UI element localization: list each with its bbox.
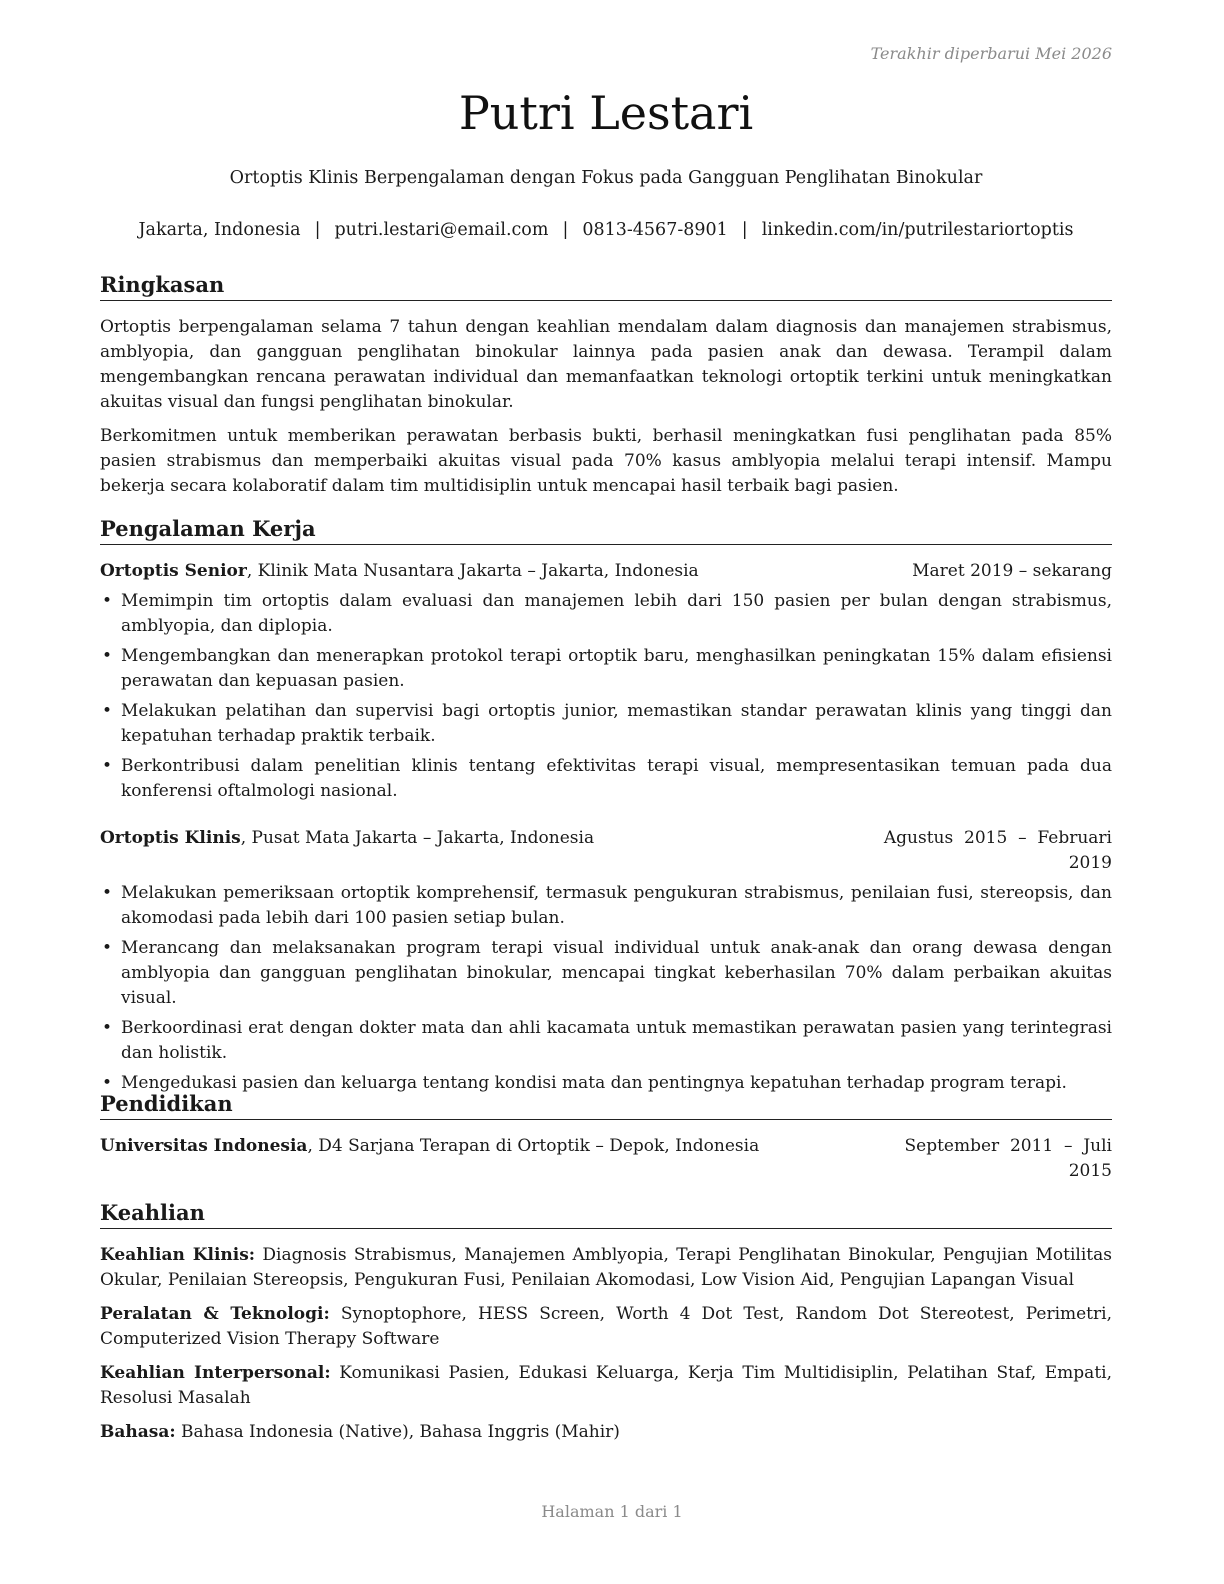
skills-section	[100, 1200, 1112, 1445]
skill-text: Komunikasi Pasien, Edukasi Keluarga, Kerja Tim Multidisiplin, Pelatihan Staf, Empati, Resolusi Masalah	[100, 1363, 1112, 1408]
skill-label: Keahlian Interpersonal:	[100, 1363, 331, 1383]
list-item: • Mengembangkan dan menerapkan protokol terapi ortoptik baru, menghasilkan peningkatan 15% dalam efisiensi perawatan dan kepuasan pasien.	[100, 644, 1112, 694]
education-dates-line: September 2011 – Juli	[904, 1136, 1112, 1156]
list-item: • Berkoordinasi erat dengan dokter mata dan ahli kacamata untuk memastikan perawatan pasien yang terintegrasi dan holistik.	[100, 1016, 1112, 1066]
job-bullets	[100, 881, 1112, 1096]
section-title: Keahlian	[100, 1200, 1112, 1229]
section-title: Ringkasan	[100, 272, 1112, 301]
job-dates	[884, 826, 1112, 876]
job-organization: , Pusat Mata Jakarta – Jakarta, Indonesia	[240, 828, 595, 848]
degree: , D4 Sarjana Terapan di Ortoptik – Depok, Indonesia	[307, 1136, 760, 1156]
summary-paragraph: Ortoptis berpengalaman selama 7 tahun dengan keahlian mendalam dalam diagnosis dan manajemen strabismus, amblyopia, dan gangguan penglihatan binokular lainnya pada pasien anak dan dewasa. Terampil dalam mengembangkan rencana perawatan individual dan memanfaatkan teknologi ortoptik terkini untuk meningkatkan akuitas visual dan fungsi penglihatan binokular.	[100, 317, 1112, 412]
contact-linkedin-link[interactable]: linkedin.com/in/putrilestariortoptis	[761, 220, 1074, 240]
contact-phone: 0813-4567-8901	[582, 220, 728, 240]
summary-paragraph: Berkomitmen untuk memberikan perawatan berbasis bukti, berhasil meningkatkan fusi penglihatan pada 85% pasien strabismus dan memperbaiki akuitas visual pada 70% kasus amblyopia melalui terapi intensif. Mampu bekerja secara kolaboratif dalam tim multidisiplin untuk mencapai hasil terbaik bagi pasien.	[100, 426, 1112, 496]
job-entry	[100, 826, 1112, 1096]
list-item: • Berkontribusi dalam penelitian klinis tentang efektivitas terapi visual, mempresentasikan temuan pada dua konferensi oftalmologi nasional.	[100, 754, 1112, 804]
section-title: Pendidikan	[100, 1091, 1112, 1120]
summary-section	[100, 272, 1112, 499]
list-item: • Mengedukasi pasien dan keluarga tentang kondisi mata dan pentingnya kepatuhan terhadap program terapi.	[100, 1071, 1112, 1096]
skill-group	[100, 1243, 1112, 1293]
skill-label: Keahlian Klinis:	[100, 1245, 256, 1265]
skill-text: Bahasa Indonesia (Native), Bahasa Inggris (Mahir)	[175, 1422, 620, 1442]
job-entry	[100, 559, 1112, 804]
job-role: Ortoptis Senior	[100, 561, 247, 581]
skill-group	[100, 1420, 1112, 1445]
list-item: • Merancang dan melaksanakan program terapi visual individual untuk anak-anak dan orang dewasa dengan amblyopia dan gangguan penglihatan binokular, mencapai tingkat keberhasilan 70% dalam perbaikan akuitas visual.	[100, 936, 1112, 1011]
skill-label: Peralatan & Teknologi:	[100, 1304, 330, 1324]
skill-group	[100, 1361, 1112, 1411]
experience-section	[100, 516, 1112, 1096]
skill-text: Synoptophore, HESS Screen, Worth 4 Dot Test, Random Dot Stereotest, Perimetri, Computerized Vision Therapy Software	[100, 1304, 1112, 1349]
candidate-name: Putri Lestari	[458, 86, 754, 140]
list-item: • Memimpin tim ortoptis dalam evaluasi dan manajemen lebih dari 150 pasien per bulan dengan strabismus, amblyopia, dan diplopia.	[100, 589, 1112, 639]
job-role: Ortoptis Klinis	[100, 828, 241, 848]
skill-group	[100, 1302, 1112, 1352]
contact-line	[100, 220, 1112, 240]
contact-location: Jakarta, Indonesia	[138, 220, 301, 240]
job-dates: Maret 2019 – sekarang	[912, 561, 1112, 581]
job-dates-line: Agustus 2015 – Februari	[883, 828, 1112, 848]
skill-label: Bahasa:	[100, 1422, 176, 1442]
skill-text: Diagnosis Strabismus, Manajemen Amblyopia, Terapi Penglihatan Binokular, Pengujian Motilitas Okular, Penilaian Stereopsis, Pengukuran Fusi, Penilaian Akomodasi, Low Vision Aid, Pengujian Lapangan Visual	[100, 1245, 1112, 1290]
school-name: Universitas Indonesia	[100, 1136, 308, 1156]
list-item: • Melakukan pemeriksaan ortoptik komprehensif, termasuk pengukuran strabismus, penilaian fusi, stereopsis, dan akomodasi pada lebih dari 100 pasien setiap bulan.	[100, 881, 1112, 931]
contact-email-link[interactable]: putri.lestari@email.com	[334, 220, 549, 240]
last-updated: Terakhir diperbarui Mei 2026	[870, 44, 1112, 63]
job-dates-line: 2019	[1068, 853, 1112, 873]
job-header	[100, 826, 1112, 876]
education-dates	[905, 1134, 1113, 1184]
job-organization: , Klinik Mata Nusantara Jakarta – Jakarta, Indonesia	[246, 561, 699, 581]
job-header	[100, 559, 1112, 584]
page-footer: Halaman 1 dari 1	[541, 1502, 683, 1521]
headline: Ortoptis Klinis Berpengalaman dengan Fokus pada Gangguan Penglihatan Binokular	[229, 168, 983, 188]
education-dates-line: 2015	[1068, 1161, 1112, 1181]
contact-separator: |	[741, 220, 748, 240]
contact-separator: |	[314, 220, 321, 240]
job-bullets	[100, 589, 1112, 804]
contact-separator: |	[562, 220, 569, 240]
education-section	[100, 1091, 1112, 1184]
list-item: • Melakukan pelatihan dan supervisi bagi ortoptis junior, memastikan standar perawatan klinis yang tinggi dan kepatuhan terhadap praktik terbaik.	[100, 699, 1112, 749]
education-entry	[100, 1134, 1112, 1184]
section-title: Pengalaman Kerja	[100, 516, 1112, 545]
